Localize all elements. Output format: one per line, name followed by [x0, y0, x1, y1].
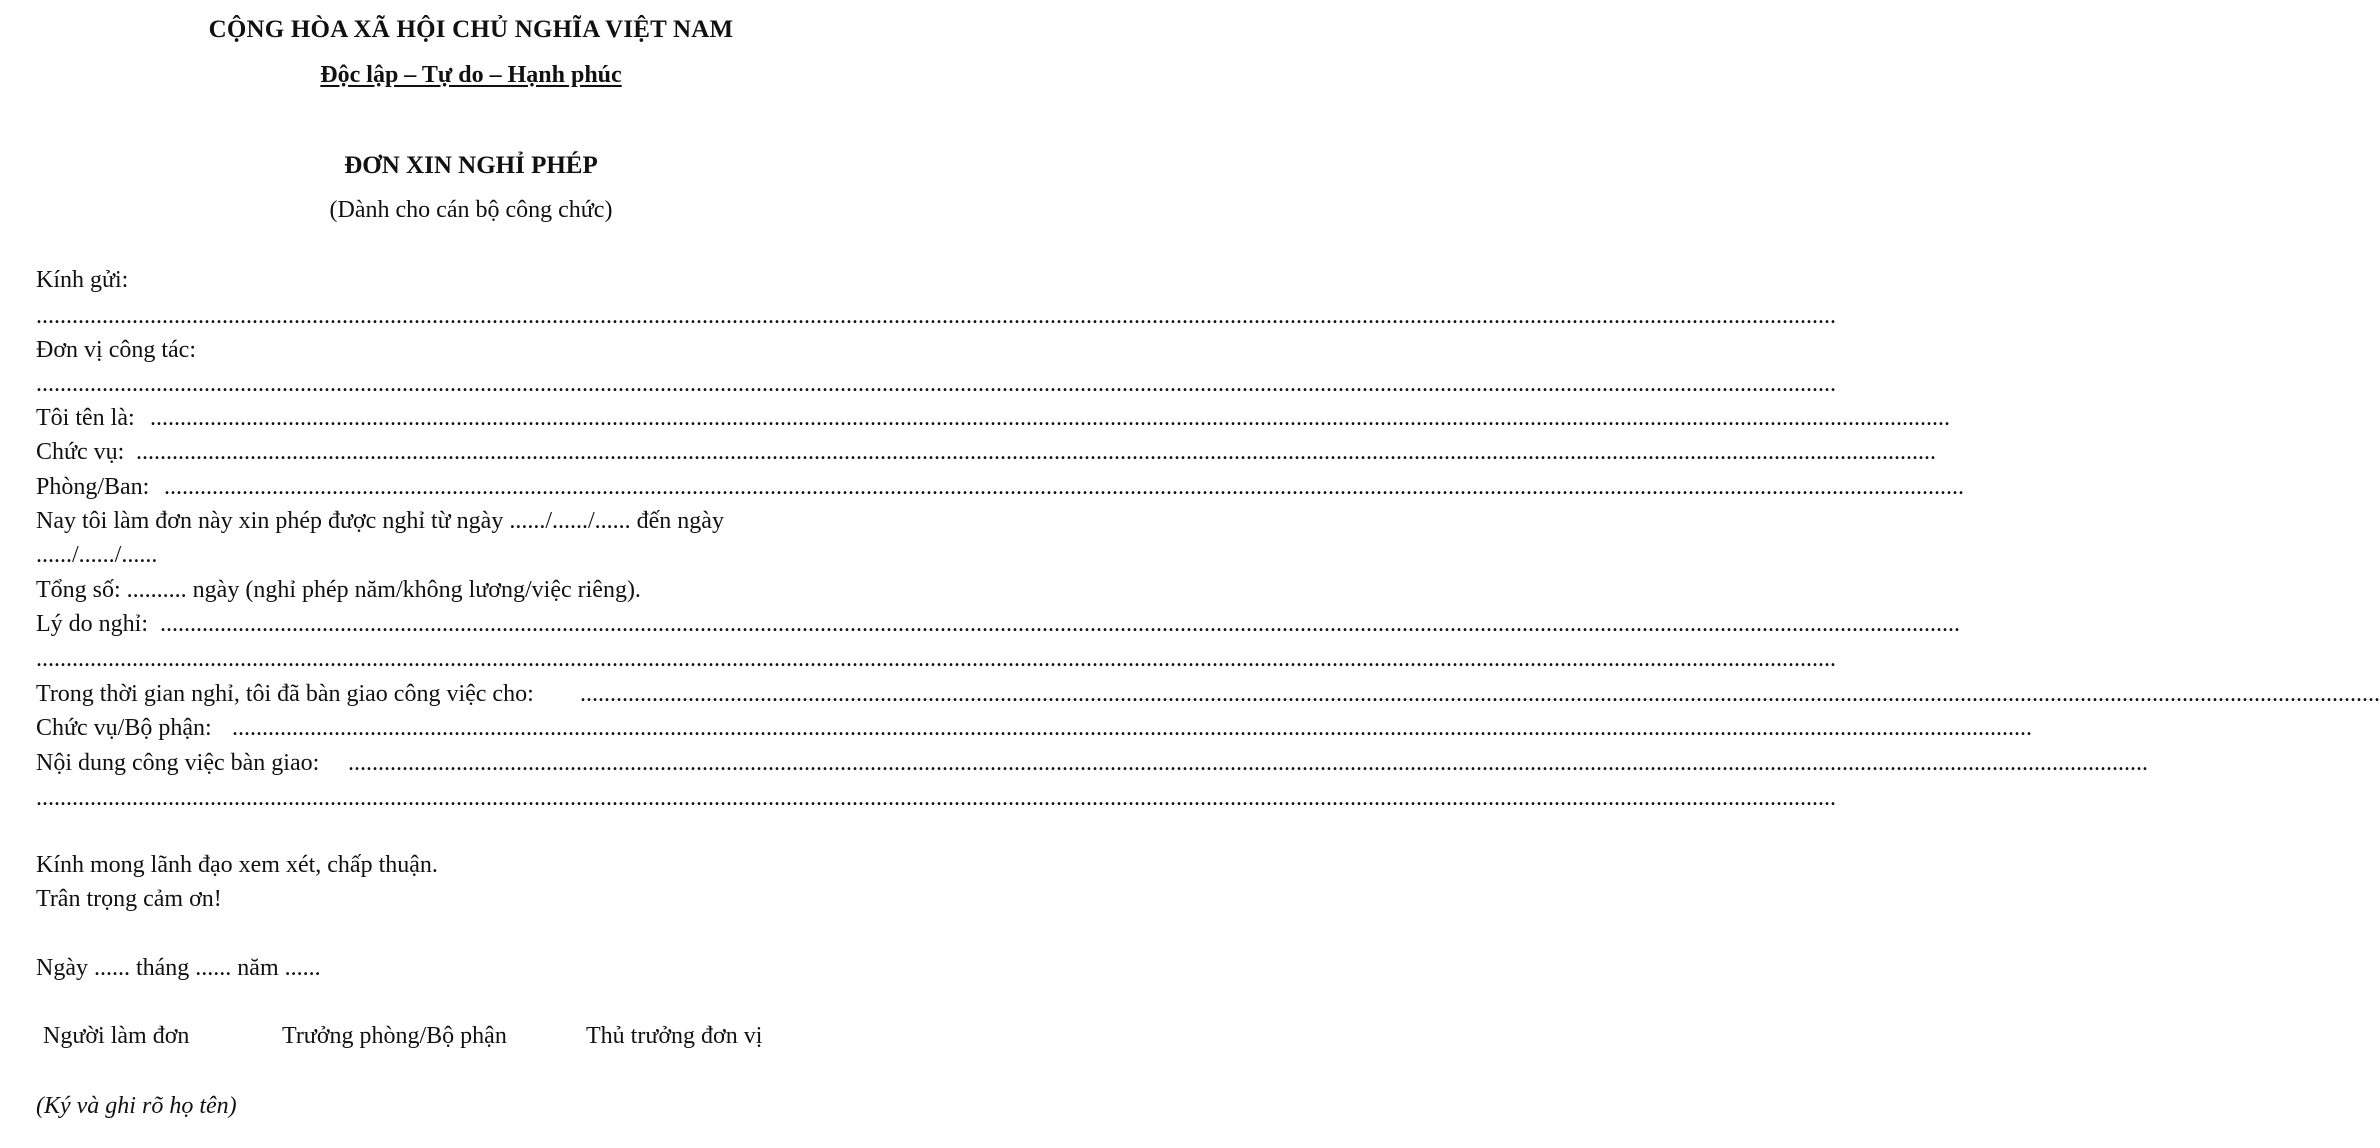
recipient-label: Kính gửi:: [36, 267, 129, 293]
department-label: Phòng/Ban:: [36, 474, 150, 500]
signature-unit-head: Thủ trưởng đơn vị: [586, 1023, 763, 1049]
position-label: Chức vụ:: [36, 439, 125, 465]
motto-text: Độc lập – Tự do – Hạnh phúc: [320, 62, 622, 88]
handover-label: Trong thời gian nghỉ, tôi đã bàn giao công việc cho:: [36, 681, 534, 707]
signature-note: (Ký và ghi rõ họ tên): [36, 1093, 237, 1119]
leave-period-end: ....../....../......: [36, 542, 158, 568]
reason-field[interactable]: ............................................................................................................................................................................................................................................................................................................: [160, 611, 1960, 637]
reason-field-line2[interactable]: ............................................................................................................................................................................................................................................................................................................: [36, 646, 1836, 672]
handover-person-field[interactable]: ............................................................................................................................................................................................................................................................................................................: [580, 681, 2380, 707]
signature-dept-head: Trưởng phòng/Bộ phận: [282, 1023, 507, 1049]
date-line: Ngày ...... tháng ...... năm ......: [36, 955, 321, 981]
document-subtitle: (Dành cho cán bộ công chức): [329, 197, 613, 223]
work-unit-field[interactable]: ............................................................................................................................................................................................................................................................................................................: [36, 371, 1836, 397]
document-title: ĐƠN XIN NGHỈ PHÉP: [344, 152, 598, 179]
name-label: Tôi tên là:: [36, 405, 135, 431]
recipient-field[interactable]: ............................................................................................................................................................................................................................................................................................................: [36, 303, 1836, 329]
signature-applicant: Người làm đơn: [43, 1023, 190, 1049]
department-field[interactable]: ............................................................................................................................................................................................................................................................................................................: [164, 474, 1964, 500]
closing-request: Kính mong lãnh đạo xem xét, chấp thuận.: [36, 852, 438, 878]
national-motto: [0, 62, 942, 89]
total-days-text: Tổng số: .......... ngày (nghỉ phép năm/không lương/việc riêng).: [36, 577, 641, 603]
handover-content-field-line2[interactable]: ............................................................................................................................................................................................................................................................................................................: [36, 785, 1836, 811]
leave-period-text: Nay tôi làm đơn này xin phép được nghỉ từ ngày ....../....../...... đến ngày: [36, 508, 724, 534]
handover-content-field[interactable]: ............................................................................................................................................................................................................................................................................................................: [348, 750, 2148, 776]
reason-label: Lý do nghỉ:: [36, 611, 148, 637]
position-field[interactable]: ............................................................................................................................................................................................................................................................................................................: [136, 439, 1936, 465]
name-field[interactable]: ............................................................................................................................................................................................................................................................................................................: [150, 405, 1950, 431]
closing-thanks: Trân trọng cảm ơn!: [36, 886, 222, 912]
handover-position-label: Chức vụ/Bộ phận:: [36, 715, 212, 741]
handover-content-label: Nội dung công việc bàn giao:: [36, 750, 320, 776]
national-header: CỘNG HÒA XÃ HỘI CHỦ NGHĨA VIỆT NAM: [208, 16, 734, 43]
work-unit-label: Đơn vị công tác:: [36, 337, 196, 363]
handover-position-field[interactable]: ............................................................................................................................................................................................................................................................................................................: [232, 715, 2032, 741]
